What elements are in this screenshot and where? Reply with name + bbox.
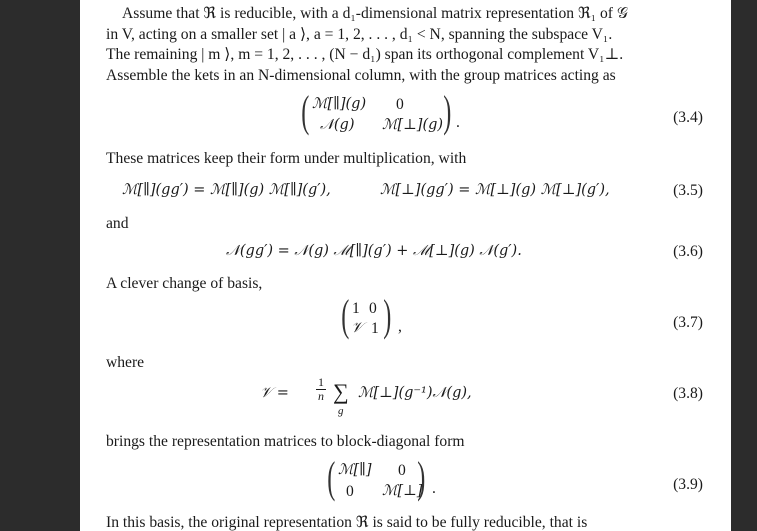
fraction: $\frac{1}{n}$ bbox=[318, 375, 324, 403]
left-paren: ( bbox=[341, 291, 350, 340]
matrix-cell: 1 bbox=[371, 320, 379, 337]
matrix-cell: 0 bbox=[369, 300, 377, 317]
right-paren: ) bbox=[417, 453, 426, 502]
equation-number: (3.7) bbox=[673, 314, 703, 331]
equation-right: ℳ[⊥](gg′) = ℳ[⊥](g) ℳ[⊥](g′), bbox=[380, 182, 610, 198]
equation-lhs: 𝒱 = bbox=[260, 385, 289, 401]
matrix-cell: ℳ[∥](g) bbox=[312, 96, 367, 112]
left-paren: ( bbox=[327, 453, 336, 502]
matrix-cell: 0 bbox=[396, 96, 404, 113]
paragraph-line: and bbox=[106, 215, 129, 232]
matrix-cell: 0 bbox=[398, 462, 406, 479]
matrix-cell: 𝒱 bbox=[351, 320, 364, 336]
matrix-cell: ℳ[∥] bbox=[338, 462, 372, 478]
equation-number: (3.4) bbox=[673, 109, 703, 126]
equation-3-9: ( ℳ[∥] 0 0 ℳ[⊥] ) . (3.9) bbox=[327, 453, 703, 502]
paragraph-line: Assume that ℜ is reducible, with a d₁-dimensional matrix representation ℜ₁ of 𝒢 bbox=[122, 5, 628, 22]
equation-3-8 bbox=[80, 375, 731, 415]
equation-3-7: ( 1 0 𝒱 1 ) , (3.7) bbox=[341, 291, 703, 340]
paragraph-line: These matrices keep their form under multiplication, with bbox=[106, 150, 467, 167]
paragraph-line: where bbox=[106, 354, 145, 371]
matrix-cell: ℳ[⊥](g) bbox=[382, 117, 444, 133]
equation-number: (3.9) bbox=[673, 476, 703, 493]
matrix-cell: 0 bbox=[346, 483, 354, 500]
equation-number: (3.6) bbox=[673, 243, 703, 260]
page-sheet bbox=[80, 0, 731, 531]
matrix-cell: 1 bbox=[352, 300, 360, 317]
equation-left: ℳ[∥](gg′) = ℳ[∥](g) ℳ[∥](g′), bbox=[122, 182, 331, 198]
paragraph-line: The remaining | m ⟩, m = 1, 2, . . . , (N − d₁) span its orthogonal complement V₁⊥. bbox=[106, 46, 624, 63]
equation-body: 𝒩(gg′) = 𝒩(g) ℳ[∥](g′) + ℳ[⊥](g) 𝒩(g′). bbox=[226, 243, 522, 259]
sum-symbol: ∑ bbox=[333, 379, 349, 404]
equation-rhs: ℳ[⊥](g⁻¹)𝒩(g), bbox=[358, 385, 472, 401]
matrix-cell: ℳ[⊥] bbox=[382, 483, 423, 499]
paragraph-line: A clever change of basis, bbox=[106, 275, 263, 292]
paragraph-line: brings the representation matrices to block-diagonal form bbox=[106, 433, 465, 450]
matrix-cell: 𝒩(g) bbox=[320, 117, 355, 133]
paragraph-line: Assemble the kets in an N-dimensional column, with the group matrices acting as bbox=[106, 67, 616, 84]
paragraph-line: in V, acting on a smaller set | a ⟩, a = 1, 2, . . . , d₁ < N, spanning the subspace V₁. bbox=[106, 26, 613, 43]
sum-index: g bbox=[338, 405, 344, 417]
equation-number: (3.8) bbox=[673, 385, 703, 402]
equation-3-4: ( ℳ[∥](g) 0 𝒩(g) ℳ[⊥](g) ) . (3.4) bbox=[301, 87, 703, 136]
right-paren: ) bbox=[443, 87, 452, 136]
equation-number: (3.5) bbox=[673, 182, 703, 199]
paragraph-line: In this basis, the original representation ℜ is said to be fully reducible, that is bbox=[106, 514, 588, 531]
left-paren: ( bbox=[301, 87, 310, 136]
right-paren: ) bbox=[383, 291, 392, 340]
